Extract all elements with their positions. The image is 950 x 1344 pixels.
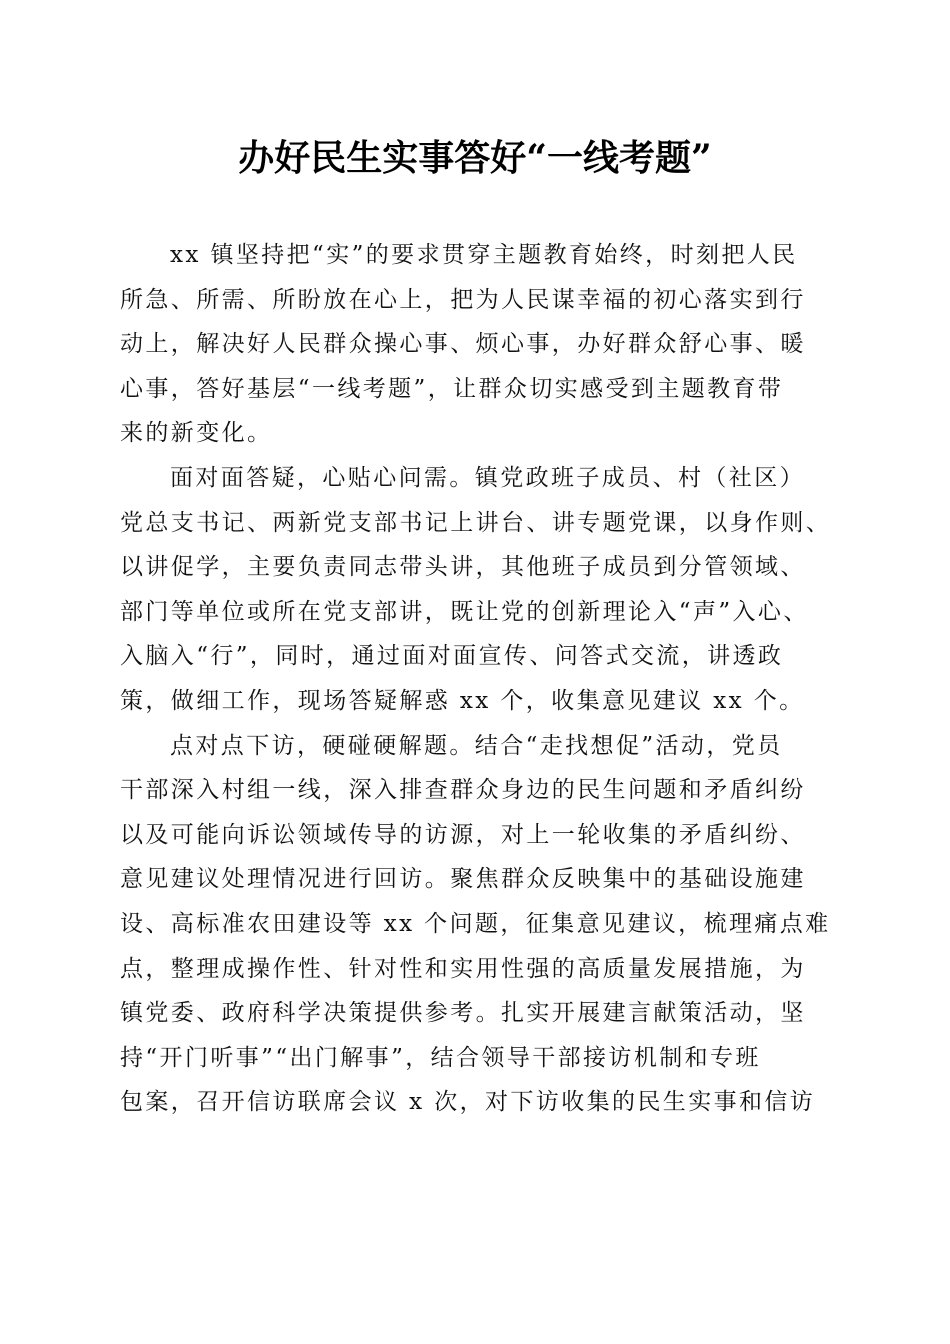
text-line: 策，做细工作，现场答疑解惑 xx 个，收集意见建议 xx 个。 bbox=[120, 687, 805, 714]
text-line: 设、高标准农田建设等 xx 个问题，征集意见建议，梳理痛点难 bbox=[120, 910, 831, 937]
text-line: xx 镇坚持把“实”的要求贯穿主题教育始终，时刻把人民 bbox=[170, 242, 798, 268]
document-body bbox=[120, 233, 832, 1125]
text-line: 干部深入村组一线，深入排查群众身边的民生问题和矛盾纠纷 bbox=[120, 777, 806, 804]
text-line: 面对面答疑，心贴心问需。镇党政班子成员、村（社区） bbox=[170, 464, 805, 491]
text-line: 心事，答好基层“一线考题”，让群众切实感受到主题教育带 bbox=[120, 375, 784, 402]
paragraph-intro bbox=[120, 233, 832, 456]
text-line: 包案，召开信访联席会议 x 次，对下访收集的民生实事和信访 bbox=[120, 1089, 816, 1116]
text-line: 以及可能向诉讼领域传导的访源，对上一轮收集的矛盾纠纷、 bbox=[120, 821, 806, 848]
text-line: 所急、所需、所盼放在心上，把为人民谋幸福的初心落实到行 bbox=[120, 286, 806, 313]
text-line: 动上，解决好人民群众操心事、烦心事，办好群众舒心事、暖 bbox=[120, 331, 806, 358]
text-line: 意见建议处理情况进行回访。聚焦群众反映集中的基础设施建 bbox=[120, 866, 806, 893]
text-line: 持“开门听事”“出门解事”，结合领导干部接访机制和专班 bbox=[120, 1044, 761, 1071]
paragraph-point-to-point bbox=[120, 724, 832, 1125]
page-title: 办好民生实事答好“一线考题” bbox=[238, 137, 712, 179]
text-line: 党总支书记、两新党支部书记上讲台、讲专题党课，以身作则、 bbox=[120, 509, 832, 536]
text-line: 部门等单位或所在党支部讲，既让党的创新理论入“声”入心、 bbox=[120, 598, 809, 625]
text-line: 来的新变化。 bbox=[120, 420, 273, 447]
paragraph-face-to-face bbox=[120, 456, 832, 724]
text-line: 入脑入“行”，同时，通过面对面宣传、问答式交流，讲透政 bbox=[120, 643, 784, 670]
text-line: 点，整理成操作性、针对性和实用性强的高质量发展措施，为 bbox=[120, 955, 806, 982]
text-line: 镇党委、政府科学决策提供参考。扎实开展建言献策活动，坚 bbox=[120, 1000, 806, 1027]
text-line: 点对点下访，硬碰硬解题。结合“走找想促”活动，党员 bbox=[170, 732, 783, 759]
text-line: 以讲促学，主要负责同志带头讲，其他班子成员到分管领域、 bbox=[120, 554, 806, 581]
